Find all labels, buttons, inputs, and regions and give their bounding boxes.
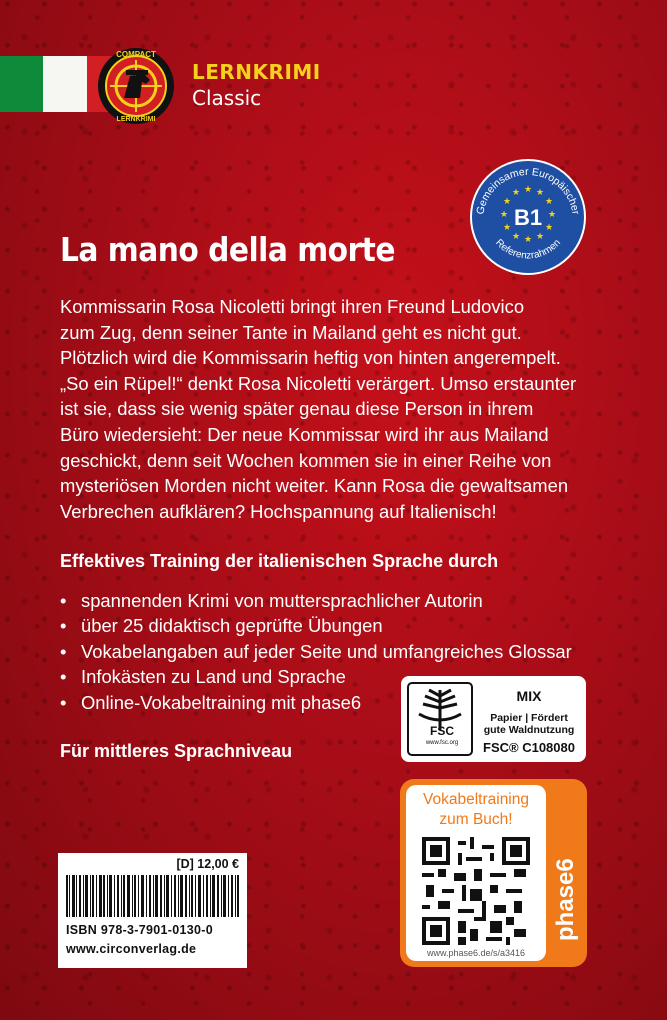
fsc-code: FSC® C108080: [483, 740, 575, 755]
fsc-line1: Papier | Fördert: [490, 712, 568, 724]
feature-item: • spannenden Krimi von muttersprachlicher Autorin: [60, 588, 572, 613]
feature-item: • Infokästen zu Land und Sprache: [60, 664, 572, 689]
fsc-mix: MIX: [516, 688, 542, 704]
svg-text:★: ★: [511, 188, 521, 198]
svg-text:★: ★: [535, 188, 545, 198]
svg-text:Referenzrahmen: Referenzrahmen: [493, 237, 563, 262]
book-title: La mano della morte: [60, 230, 396, 269]
language-level-text: Für mittleres Sprachniveau: [60, 741, 293, 761]
svg-text:★: ★: [499, 210, 509, 220]
feature-item: • Vokabelangaben auf jeder Seite und umfangreiches Glossar: [60, 639, 572, 664]
fsc-url: www.fsc.org: [425, 740, 459, 746]
blurb-line: „So ein Rüpel!“ denkt Rosa Nicoletti verärgert. Umso erstaunter: [60, 372, 577, 394]
svg-text:★: ★: [502, 223, 512, 233]
blurb-line: zum Zug, denn seiner Tante in Mailand geht es nicht gut.: [60, 321, 522, 343]
feature-item: • über 25 didaktisch geprüfte Übungen: [60, 613, 572, 638]
book-blurb: [60, 294, 630, 524]
fsc-label: [401, 676, 586, 762]
barcode: [66, 875, 239, 917]
svg-text:★: ★: [523, 185, 533, 195]
phase6-box: [400, 779, 587, 967]
qr-code[interactable]: [422, 837, 530, 945]
phase6-line2: zum Buch!: [439, 811, 513, 828]
level-label: B1: [513, 205, 543, 230]
logo-top-text: COMPACT: [116, 50, 156, 59]
phase6-url[interactable]: www.phase6.de/s/a3416: [426, 948, 526, 958]
svg-text:★: ★: [502, 197, 512, 207]
blurb-line: Kommissarin Rosa Nicoletti bringt ihren Freund Ludovico: [60, 296, 525, 317]
blurb-line: ist sie, dass sie wenig später genau diese Person in ihrem: [60, 398, 534, 420]
feature-item: • Online-Vokabeltraining mit phase6: [60, 690, 572, 715]
svg-text:★: ★: [544, 197, 554, 207]
svg-text:★: ★: [544, 223, 554, 233]
series-name: LERNKRIMI: [192, 60, 321, 84]
barcode-label: [58, 853, 247, 968]
features-heading: Effektives Training der italienischen Sprache durch: [60, 551, 499, 571]
series-subtitle: Classic: [192, 86, 262, 110]
svg-text:★: ★: [535, 232, 545, 242]
svg-text:★: ★: [547, 210, 557, 220]
svg-text:Gemeinsamer Europäischer: Gemeinsamer Europäischer: [474, 165, 582, 216]
fsc-tree-logo: [407, 682, 473, 756]
publisher-website[interactable]: www.circonverlag.de: [66, 942, 197, 956]
isbn: ISBN 978-3-7901-0130-0: [66, 923, 213, 937]
fsc-line2: gute Waldnutzung: [483, 724, 575, 736]
svg-text:★: ★: [511, 232, 521, 242]
phase6-card: [406, 785, 546, 961]
svg-text:★: ★: [523, 235, 533, 245]
fsc-logo-text: FSC: [430, 724, 454, 738]
phase6-logo: [543, 809, 587, 949]
logo-bottom-text: LERNKRIMI: [116, 116, 156, 123]
phase6-line1: Vokabeltraining: [423, 791, 529, 808]
blurb-line: Plötzlich wird die Kommissarin heftig von hinten angerempelt.: [60, 347, 561, 369]
phase6-brand: phase6: [552, 858, 579, 941]
blurb-line: geschickt, denn seit Wochen kommen sie in einer Reihe von: [60, 449, 552, 471]
blurb-line: Büro wiedersieht: Der neue Kommissar wird ihr aus Mailand: [60, 423, 549, 445]
price: [D] 12,00 €: [176, 857, 239, 871]
blurb-line: Verbrechen aufklären? Hochspannung auf Italienisch!: [60, 500, 497, 522]
compact-lernkrimi-logo: [96, 46, 176, 126]
b1-level-badge: [469, 158, 587, 276]
blurb-line: mysteriösen Morden nicht weiter. Kann Rosa die gewaltsamen: [60, 475, 569, 497]
